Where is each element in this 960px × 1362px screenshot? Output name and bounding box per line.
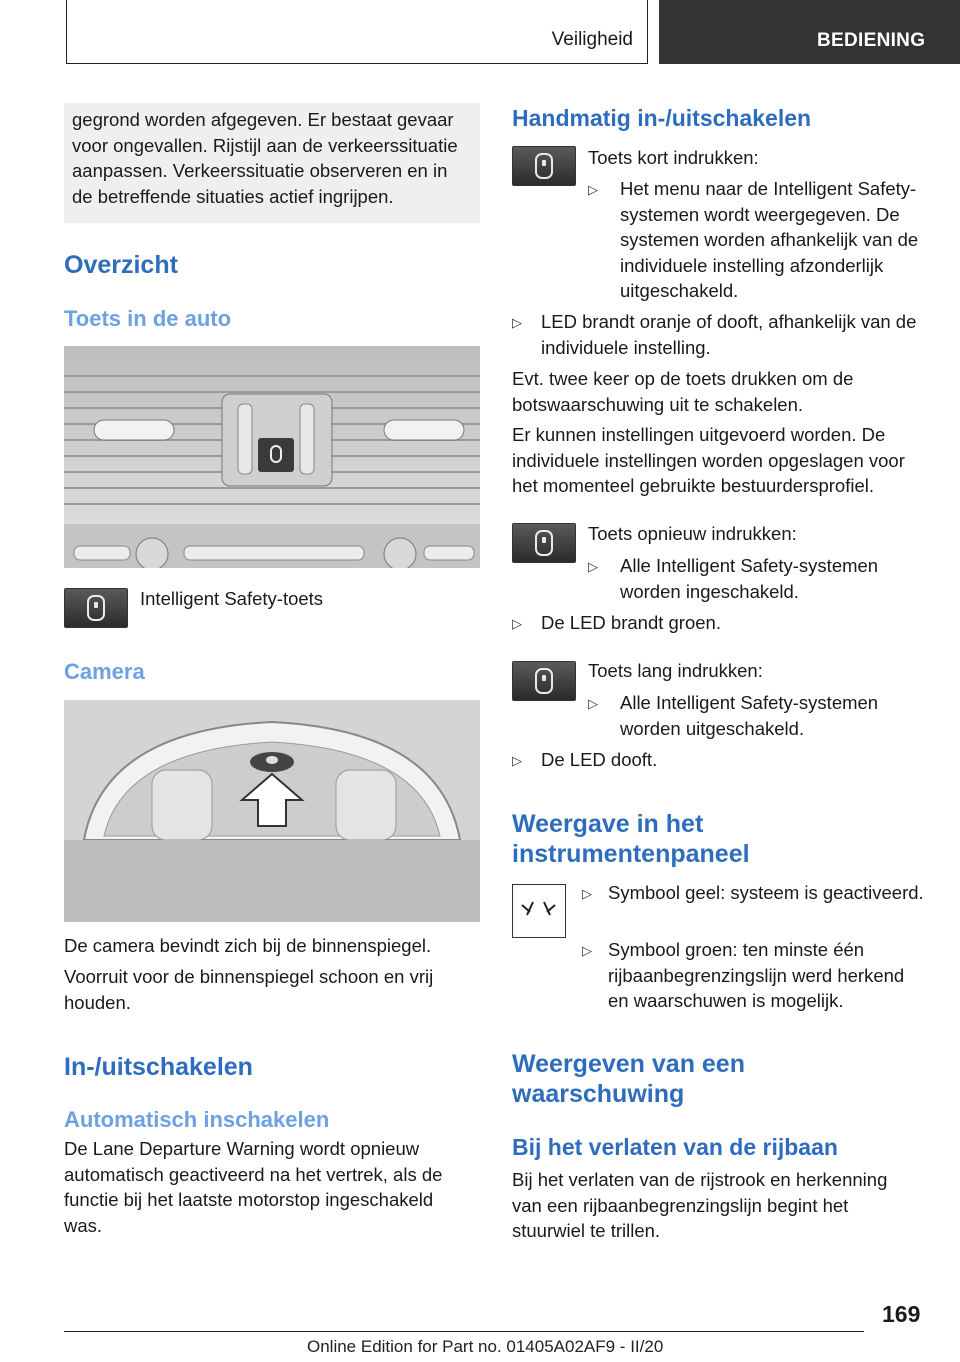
triangle-bullet-icon: ▷	[512, 753, 522, 768]
kort-indrukken: Toets kort indrukken:	[588, 147, 759, 168]
list-item	[588, 176, 928, 304]
list-item	[588, 690, 928, 741]
heading-handmatig: Handmatig in-/uitschakelen	[512, 105, 812, 131]
header-chapter-label: BEDIENING	[817, 30, 926, 51]
triangle-bullet-icon: ▷	[512, 616, 522, 631]
header-chapter	[659, 0, 960, 64]
opnieuw-bullet-2: De LED brandt groen.	[541, 612, 721, 633]
lang-bullet-2: De LED dooft.	[541, 749, 658, 770]
key-caption: Intelligent Safety-toets	[140, 588, 324, 609]
triangle-bullet-icon: ▷	[588, 559, 598, 574]
footer-divider	[64, 1331, 864, 1332]
warning-text: gegrond worden afgegeven. Er bestaat gevaar voor ongevallen. Rijstijl aan de verkeerssituatie aanpassen. Verkeerssituatie observeren en in de betreffende situaties actief ingrijpen.	[72, 109, 458, 207]
camera-photo	[64, 700, 480, 922]
lang-indrukken: Toets lang indrukken:	[588, 660, 763, 681]
kort-bullet-2: LED brandt oranje of dooft, afhankelijk van de individuele instelling.	[541, 311, 917, 358]
warning-box	[64, 103, 480, 223]
camera-paragraph-2: Voorruit voor de binnenspiegel schoon en vrij houden.	[64, 966, 434, 1013]
camera-paragraph-1: De camera bevindt zich bij de binnenspiegel.	[64, 935, 432, 956]
symbol-bullet-1: Symbool geel: systeem is geactiveerd.	[608, 882, 924, 903]
heading-overzicht: Overzicht	[64, 251, 178, 279]
heading-verlaten-rijbaan: Bij het verlaten van de rijbaan	[512, 1134, 838, 1160]
paragraph-twee-keer: Evt. twee keer op de toets drukken om de botswaarschuwing uit te schakelen.	[512, 368, 854, 415]
header-section	[66, 0, 648, 64]
heading-camera: Camera	[64, 659, 145, 684]
page-number: 169	[882, 1301, 921, 1327]
list-item	[582, 880, 928, 907]
header-section-label: Veiligheid	[551, 29, 633, 50]
intelligent-safety-key-icon	[512, 523, 576, 563]
paragraph-instellingen: Er kunnen instellingen uitgevoerd worden. De individuele instellingen worden opgeslagen voor het momenteel gebruikte bestuurdersprofiel.	[512, 424, 905, 496]
triangle-bullet-icon: ▷	[582, 943, 592, 958]
heading-automatisch-inschakelen: Automatisch inschakelen	[64, 1107, 330, 1132]
heading-weergeven-waarschuwing: Weergeven van een waarschuwing	[512, 1050, 745, 1108]
kort-bullet-1: Het menu naar de Intelligent Safety-systemen wordt weergegeven. De systemen worden afhankelijk van de individuele instelling afzonderlijk uitgeschakeld.	[620, 178, 919, 301]
lane-departure-symbol-icon	[512, 884, 566, 938]
list-item	[512, 309, 928, 360]
triangle-bullet-icon: ▷	[512, 315, 522, 330]
triangle-bullet-icon: ▷	[588, 182, 598, 197]
heading-toets-in-de-auto: Toets in de auto	[64, 306, 232, 331]
footer-edition: Online Edition for Part no. 01405A02AF9 - II/20	[307, 1337, 664, 1356]
dashboard-key-photo	[64, 346, 480, 568]
symbol-bullet-2: Symbool groen: ten minste één rijbaanbegrenzingslijn werd herkend en waarschuwen is mogelijk.	[608, 939, 905, 1011]
list-item	[588, 553, 928, 604]
list-item	[582, 937, 928, 1014]
triangle-bullet-icon: ▷	[588, 696, 598, 711]
heading-in-uitschakelen: In-/uitschakelen	[64, 1053, 253, 1081]
intelligent-safety-key-icon	[512, 661, 576, 701]
intelligent-safety-key-icon	[64, 588, 128, 628]
lang-bullet-1: Alle Intelligent Safety-systemen worden uitgeschakeld.	[620, 692, 879, 739]
verlaten-paragraph: Bij het verlaten van de rijstrook en herkenning van een rijbaanbegrenzingslijn begint het stuurwiel te trillen.	[512, 1169, 888, 1241]
opnieuw-bullet-1: Alle Intelligent Safety-systemen worden ingeschakeld.	[620, 555, 879, 602]
opnieuw-indrukken: Toets opnieuw indrukken:	[588, 523, 797, 544]
heading-weergave-instrumentenpaneel: Weergave in het instrumentenpaneel	[512, 810, 750, 868]
triangle-bullet-icon: ▷	[582, 886, 592, 901]
auto-paragraph: De Lane Departure Warning wordt opnieuw automatisch geactiveerd na het vertrek, als de functie bij het laatste motorstop ingeschakeld was.	[64, 1138, 443, 1236]
intelligent-safety-key-icon	[512, 146, 576, 186]
list-item	[512, 610, 928, 637]
list-item	[512, 747, 928, 774]
